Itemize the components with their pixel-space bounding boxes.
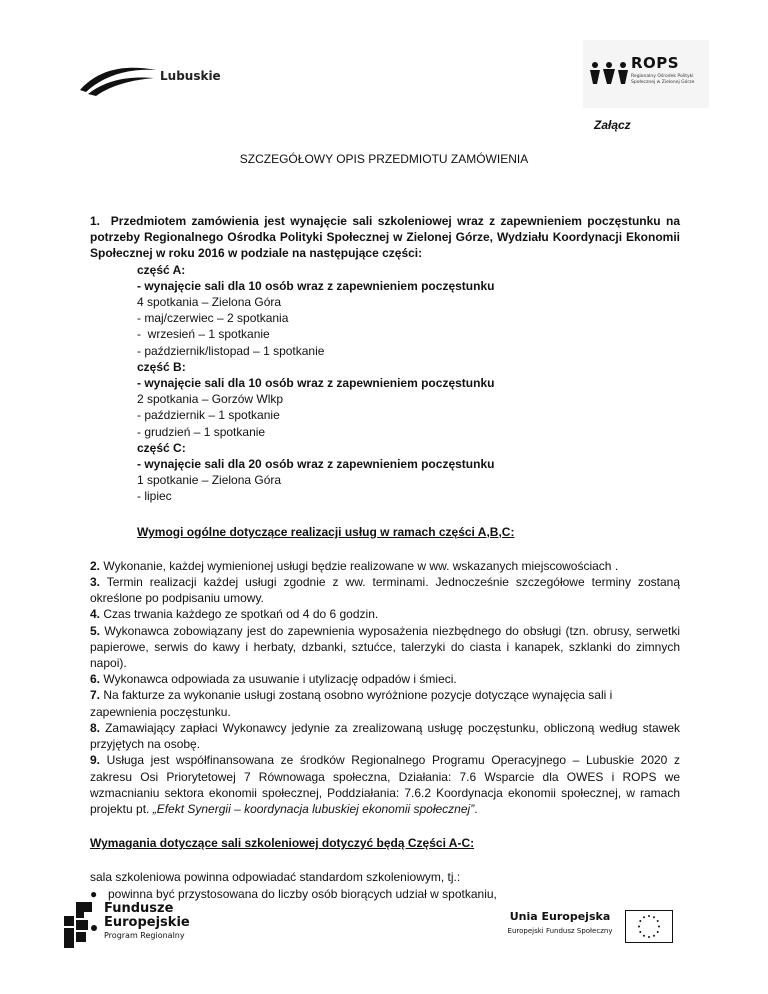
part-line: - maj/czerwiec – 2 spotkania — [137, 311, 289, 326]
part-line: - lipiec — [137, 489, 172, 504]
project-title: „Efekt Synergii – koordynacja lubuskiej ekonomii społecznej” — [152, 801, 475, 816]
part-headline: - wynajęcie sali dla 10 osób wraz z zapewnieniem poczęstunku — [137, 278, 495, 293]
part-line: 2 spotkania – Gorzów Wlkp — [137, 392, 284, 407]
part-label: część B: — [137, 359, 186, 374]
section-1-paragraph — [90, 213, 680, 262]
list-item: 8. Zamawiający zapłaci Wykonawcy jedynie za zrealizowaną usługę poczęstunku, obliczoną według stawek przyjętych na osobę. — [90, 720, 680, 752]
list-item: 5. Wykonawca zobowiązany jest do zapewnienia wyposażenia niezbędnego do obsługi (tzn. obrusy, serwetki papierowe, serwis do kawy i herbaty, dzbanki, sztućce, talerzyki do ciasta i kanapek, szklanki do zimnych napoi). — [90, 623, 681, 671]
rops-subtitle: Regionalny Ośrodek Polityki Społecznej w Zielonej Górze — [631, 74, 695, 85]
lubuskie-swoosh-icon — [78, 60, 158, 100]
general-requirements-heading: Wymogi ogólne dotyczące realizacji usług w ramach części A,B,C: — [137, 524, 515, 539]
list-item: 6. Wykonawca odpowiada za usuwanie i utylizację odpadów i śmieci. — [90, 672, 457, 687]
list-item: 9. Usługa jest współfinansowana ze środków Regionalnego Programu Operacyjnego – Lubuskie 2020 z zakresu Osi Priorytetowej 7 Równowaga społeczna, Działania: 7.6 Wsparcie dla OWES i ROPS we wzmacnianiu sektora ekonomii społecznej, Poddziałania: 7.6.2 Koordynacja ekonomii społecznej, w ramach projektu pt. „Efekt Synergii – koordynacja lubuskiej ekonomii społecznej”. — [90, 753, 680, 816]
section-1-number: 1. — [90, 214, 101, 228]
part-line: - październik/listopad – 1 spotkanie — [137, 343, 325, 358]
part-b — [90, 359, 680, 440]
list-item: 2. Wykonanie, każdej wymienionej usługi będzie realizowane w ww. wskazanych miejscowościach . — [90, 558, 619, 573]
part-line: - grudzień – 1 spotkanie — [137, 424, 266, 439]
document-body — [90, 213, 680, 902]
part-headline: - wynajęcie sali dla 10 osób wraz z zapewnieniem poczęstunku — [137, 376, 495, 391]
part-label: część C: — [137, 440, 186, 455]
list-item: 7. Na fakturze za wykonanie usługi zostaną osobno wyróżnione pozycje dotyczące wynajęcia sali i zapewnienia poczęstunku. — [90, 688, 613, 719]
rops-title: ROPS — [631, 54, 680, 72]
part-headline: - wynajęcie sali dla 20 osób wraz z zapewnieniem poczęstunku — [137, 457, 495, 472]
fundusze-logo-text: Fundusze Europejskie Program Regionalny — [104, 901, 190, 940]
part-line: 1 spotkanie – Zielona Góra — [137, 473, 282, 488]
eu-flag-icon — [625, 910, 673, 943]
rops-logo — [583, 40, 709, 108]
part-line: 4 spotkania – Zielona Góra — [137, 295, 282, 310]
part-label: część A: — [137, 262, 186, 277]
bullet-icon: ● — [90, 886, 98, 901]
bullet-item — [90, 886, 680, 902]
room-intro: sala szkoleniowa powinna odpowiadać standardom szkoleniowym, tj.: — [90, 870, 461, 885]
lubuskie-logo — [78, 60, 268, 100]
part-c — [90, 440, 680, 505]
bullet-text: powinna być przystosowana do liczby osób biorących udział w spotkaniu, — [108, 886, 497, 901]
fundusze-europejskie-logo — [62, 902, 212, 948]
part-line: - październik – 1 spotkanie — [137, 408, 280, 423]
attachment-label: Załącz — [594, 118, 631, 132]
fundusze-logo-icon — [62, 902, 100, 948]
rops-people-icon — [589, 60, 629, 86]
part-a — [90, 262, 680, 359]
page-title: SZCZEGÓŁOWY OPIS PRZEDMIOTU ZAMÓWIENIA — [239, 152, 529, 166]
eu-logo-text: Unia Europejska Europejski Fundusz Społeczny — [507, 910, 613, 935]
room-requirements-heading: Wymagania dotyczące sali szkoleniowej dotyczyć będą Części A-C: — [90, 836, 475, 851]
lubuskie-logo-text: Lubuskie — [160, 69, 221, 83]
list-item: 4. Czas trwania każdego ze spotkań od 4 do 6 godzin. — [90, 607, 379, 622]
part-line: - wrzesień – 1 spotkanie — [137, 327, 270, 342]
list-item: 3. Termin realizacji każdej usługi zgodnie z ww. terminami. Jednocześnie szczegółowe terminy zostaną określone po podpisaniu umowy. — [90, 575, 680, 606]
section-1-text: Przedmiotem zamówienia jest wynajęcie sali szkoleniowej wraz z zapewnieniem poczęstunku na potrzeby Regionalnego Ośrodka Polityki Społecznej w Zielonej Górze, Wydziału Koordynacji Ekonomii Społecznej w roku 2016 w podziale na następujące części: — [90, 214, 680, 261]
requirements-list — [90, 558, 680, 817]
